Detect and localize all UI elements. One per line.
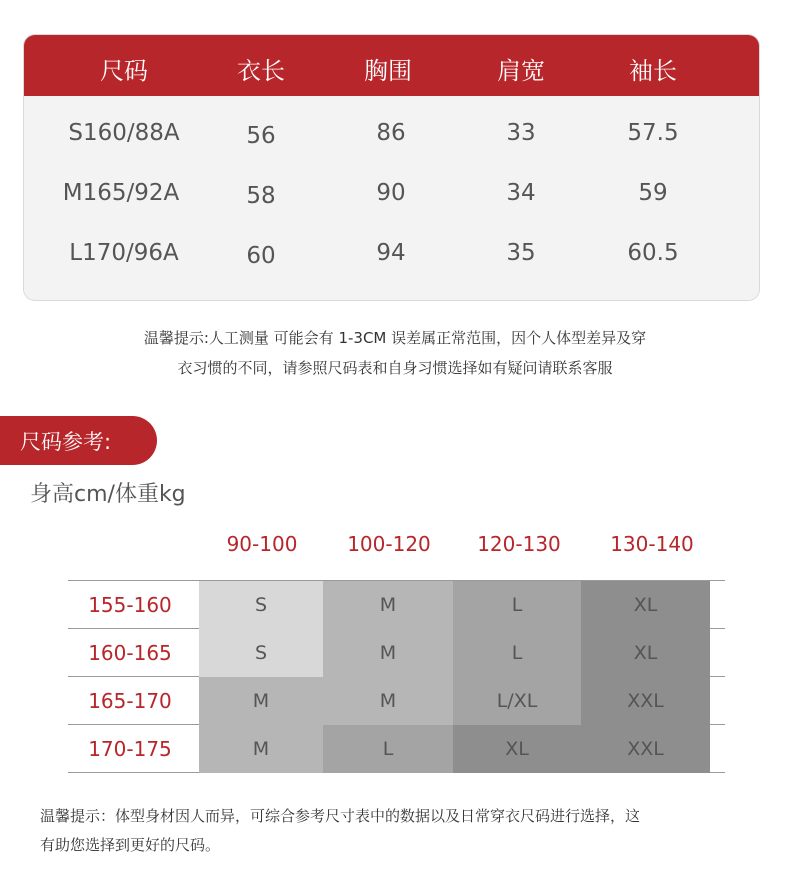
axis-caption: 身高cm/体重kg — [30, 482, 186, 507]
height-row-3: 165-170 — [88, 689, 172, 713]
grid-cell: XXL — [581, 725, 710, 773]
size-table-body — [24, 96, 759, 301]
cell-shoulder: 34 — [506, 180, 536, 206]
weight-col-4: 130-140 — [610, 532, 694, 556]
cell-sleeve: 59 — [638, 180, 668, 206]
cell-sleeve: 57.5 — [627, 120, 679, 146]
height-row-1: 155-160 — [88, 593, 172, 617]
cell-size: L170/96A — [69, 240, 179, 266]
grid-cell: XL — [581, 581, 710, 629]
cell-length: 60 — [246, 243, 276, 269]
size-table-card — [23, 34, 760, 301]
grid-cell: M — [323, 581, 453, 629]
grid-cell: M — [323, 629, 453, 677]
grid-cell: XXL — [581, 677, 710, 725]
header-size: 尺码 — [100, 57, 148, 85]
table-row — [24, 113, 759, 153]
grid-cell: S — [199, 629, 323, 677]
grid-cell: L — [323, 725, 453, 773]
body-type-tip-line1: 温馨提示：体型身材因人而异，可综合参考尺寸表中的数据以及日常穿衣尺码进行选择，这 — [40, 807, 641, 825]
grid-cell: M — [199, 677, 323, 725]
grid-cell: L/XL — [453, 677, 581, 725]
header-shoulder: 肩宽 — [497, 57, 545, 85]
weight-col-2: 100-120 — [347, 532, 431, 556]
body-type-tip-line2: 有助您选择到更好的尺码。 — [40, 836, 221, 854]
cell-size: S160/88A — [68, 120, 180, 146]
height-row-2: 160-165 — [88, 641, 172, 665]
cell-shoulder: 35 — [506, 240, 536, 266]
grid-cell: XL — [581, 629, 710, 677]
table-row — [24, 173, 759, 213]
weight-col-1: 90-100 — [226, 532, 298, 556]
header-sleeve: 袖长 — [629, 57, 677, 85]
table-row — [24, 233, 759, 273]
measurement-tip-line1: 温馨提示:人工测量 可能会有 1-3CM 误差属正常范围，因个人体型差异及穿 — [143, 329, 647, 347]
cell-length: 56 — [246, 123, 276, 149]
cell-size: M165/92A — [62, 180, 180, 206]
cell-chest: 86 — [376, 120, 406, 146]
height-row-4: 170-175 — [88, 737, 172, 761]
cell-chest: 90 — [376, 180, 406, 206]
grid-cell: L — [453, 581, 581, 629]
grid-cell: M — [199, 725, 323, 773]
body-type-tip — [40, 802, 770, 860]
size-table-header — [24, 35, 759, 96]
header-length: 衣长 — [237, 57, 285, 85]
cell-length: 58 — [246, 183, 276, 209]
grid-cell: XL — [453, 725, 581, 773]
cell-chest: 94 — [376, 240, 406, 266]
grid-cell: M — [323, 677, 453, 725]
cell-sleeve: 60.5 — [627, 240, 679, 266]
weight-col-3: 120-130 — [477, 532, 561, 556]
header-chest: 胸围 — [364, 57, 412, 85]
size-reference-title: 尺码参考: — [20, 430, 112, 454]
grid-cell: L — [453, 629, 581, 677]
grid-cell: S — [199, 581, 323, 629]
measurement-tip-line2: 衣习惯的不同，请参照尺码表和自身习惯选择如有疑问请联系客服 — [177, 359, 613, 377]
cell-shoulder: 33 — [506, 120, 536, 146]
size-reference-tab — [0, 416, 157, 465]
